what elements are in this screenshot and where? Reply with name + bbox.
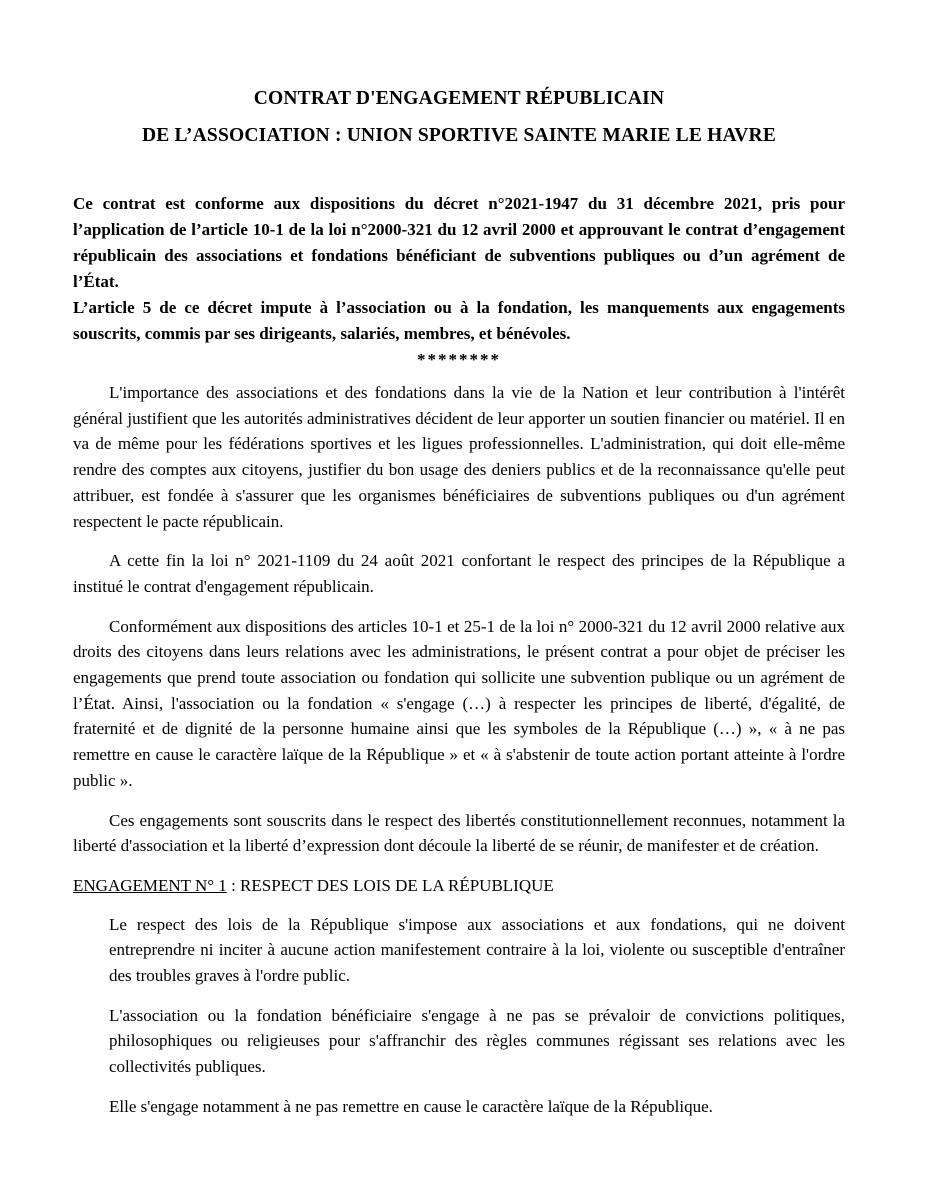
engagement-1-heading-title: : RESPECT DES LOIS DE LA RÉPUBLIQUE <box>226 875 554 895</box>
engagement-1-paragraph-3: Elle s'engage notamment à ne pas remettre en cause le caractère laïque de la République. <box>109 1096 713 1116</box>
engagement-1-heading-number: ENGAGEMENT N° 1 <box>73 875 227 895</box>
body-paragraph-2: A cette fin la loi n° 2021-1109 du 24 août 2021 confortant le respect des principes de la République a institué le contrat d'engagement républicain. <box>73 551 845 596</box>
engagement-1-paragraph-1: Le respect des lois de la République s'impose aux associations et aux fondations, qui ne doivent entreprendre ni inciter à aucune action manifestement contraire à la loi, violente ou susceptible d'entraîner des troubles graves à l'ordre public. <box>109 914 845 986</box>
preamble-paragraph-1: Ce contrat est conforme aux dispositions du décret n°2021-1947 du 31 décembre 2021, pris pour l’application de l’article 10-1 de la loi n°2000-321 du 12 avril 2000 et approuvant le contrat d’engagement républicain des associations et fondations bénéficiant de subventions publiques ou d’un agrément de l’État. <box>73 194 845 291</box>
document-title-line2: DE L’ASSOCIATION : UNION SPORTIVE SAINTE MARIE LE HAVRE <box>141 125 777 146</box>
engagement-1-paragraph-2: L'association ou la fondation bénéficiaire s'engage à ne pas se prévaloir de convictions politiques, philosophiques ou religieuses pour s'affranchir des règles communes régissant ses relations avec les collectivités publiques. <box>109 1005 845 1077</box>
asterisk-separator: ******** <box>417 350 501 369</box>
preamble-paragraph-2: L’article 5 de ce décret impute à l’association ou à la fondation, les manquements aux engagements souscrits, commis par ses dirigeants, salariés, membres, et bénévoles. <box>73 298 845 343</box>
body-paragraph-1: L'importance des associations et des fondations dans la vie de la Nation et leur contribution à l'intérêt général justifient que les autorités administratives décident de leur apporter un soutien financier ou matériel. Il en va de même pour les fédérations sportives et les ligues professionnelles. L'administration, qui doit elle-même rendre des comptes aux citoyens, justifier du bon usage des deniers publics et de la reconnaissance qu'elle peut attribuer, est fondée à s'assurer que les organismes bénéficiaires de subventions publiques ou d'un agrément respectent le pacte républicain. <box>73 383 845 531</box>
body-paragraph-3: Conformément aux dispositions des articles 10-1 et 25-1 de la loi n° 2000-321 du 12 avril 2000 relative aux droits des citoyens dans leurs relations avec les administrations, le présent contrat a pour objet de préciser les engagements que prend toute association ou fondation qui sollicite une subvention publique ou un agrément de l’État. Ainsi, l'association ou la fondation « s'engage (…) à respecter les principes de liberté, d'égalité, de fraternité et de dignité de la personne humaine ainsi que les symboles de la République (…) », « à ne pas remettre en cause le caractère laïque de la République » et « à s'abstenir de toute action portant atteinte à l'ordre public ». <box>73 616 845 790</box>
document-title-line1: CONTRAT D'ENGAGEMENT RÉPUBLICAIN <box>253 88 665 109</box>
engagement-1-heading <box>73 873 845 899</box>
body-paragraph-4: Ces engagements sont souscrits dans le respect des libertés constitutionnellement reconnues, notamment la liberté d'association et la liberté d’expression dont découle la liberté de se réunir, de manifester et de création. <box>73 810 845 856</box>
